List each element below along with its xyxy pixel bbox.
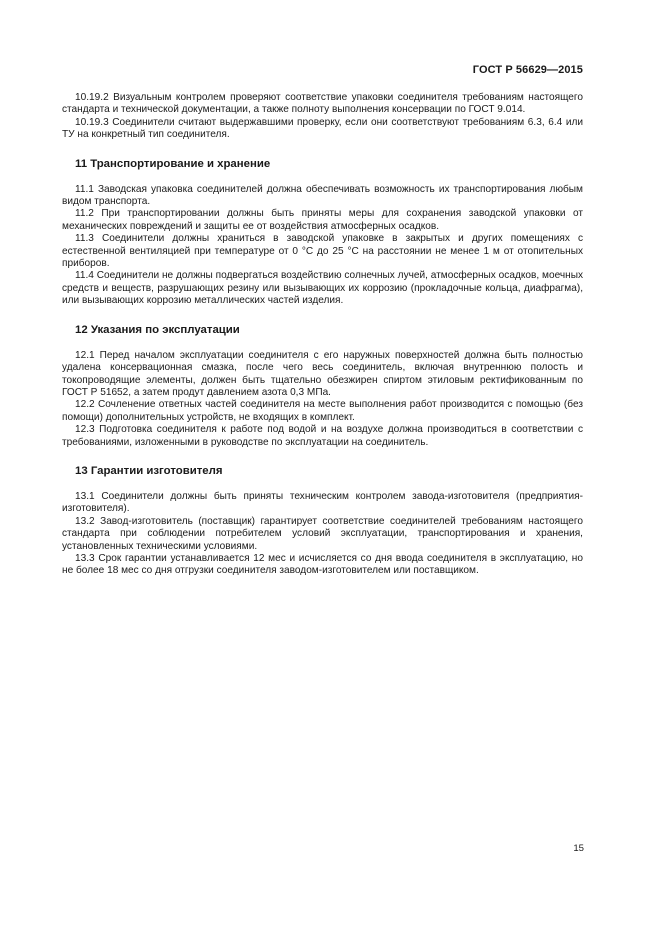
document-header: ГОСТ Р 56629—2015 <box>472 64 583 76</box>
paragraph-12-1: 12.1 Перед началом эксплуатации соединителя с его наружных поверхностей должна быть полностью удалена консервационная смазка, после чего весь соединитель, включая внутреннюю полость и токопроводящие элементы, должен быть тщательно обезжирен спиртом этиловым ректификованным по ГОСТ Р 51652, а затем продут давлением азота 0,3 МПа. <box>62 349 583 398</box>
paragraph-10-19-3: 10.19.3 Соединители считают выдержавшими проверку, если они соответствуют требованиям 6.3, 6.4 или ТУ на конкретный тип соединителя. <box>62 116 583 141</box>
section-12 <box>62 324 583 449</box>
paragraph-13-3: 13.3 Срок гарантии устанавливается 12 мес и исчисляется со дня ввода соединителя в эксплуатацию, но не более 18 мес со дня отгрузки соединителя заводом-изготовителем или поставщиком. <box>62 552 583 577</box>
paragraph-10-19-2: 10.19.2 Визуальным контролем проверяют соответствие упаковки соединителя требованиям настоящего стандарта и технической документации, а также полноту выполнения консервации по ГОСТ 9.014. <box>62 92 583 116</box>
paragraph-12-2: 12.2 Сочленение ответных частей соединителя на месте выполнения работ производится с помощью (без помощи) дополнительных устройств, не входящих в комплект. <box>62 399 583 423</box>
paragraph-13-1: 13.1 Соединители должны быть приняты техническим контролем завода-изготовителя (предприятия-изготовителя). <box>62 490 583 515</box>
section-title-11: 11 Транспортирование и хранение <box>75 157 271 170</box>
paragraph-11-2: 11.2 При транспортировании должны быть приняты меры для сохранения заводской упаковки от механических повреждений и защиты ее от воздействия атмосферных осадков. <box>62 208 583 232</box>
section-title-13: 13 Гарантии изготовителя <box>75 464 223 477</box>
page-body <box>62 92 583 578</box>
paragraph-13-2: 13.2 Завод-изготовитель (поставщик) гарантирует соответствие соединителей требованиям настоящего стандарта при соблюдении потребителем условий эксплуатации, транспортирования и хранения, установленных техническими условиями. <box>62 515 583 552</box>
page-number: 15 <box>573 843 584 854</box>
paragraph-11-4: 11.4 Соединители не должны подвергаться воздействию солнечных лучей, атмосферных осадков, моечных средств и веществ, разрушающих резину или вызывающих их коррозию (прокладочные кольца, диафрагма), или вызывающих коррозию металлических частей изделия. <box>62 270 583 307</box>
paragraph-11-3: 11.3 Соединители должны храниться в заводской упаковке в закрытых и других помещениях с естественной вентиляцией при температуре от 0 °С до 25 °С на расстоянии не менее 1 м от отопительных приборов. <box>62 233 583 270</box>
paragraph-11-1: 11.1 Заводская упаковка соединителей должна обеспечивать возможность их транспортирования любым видом транспорта. <box>62 183 583 208</box>
section-13 <box>62 465 583 578</box>
section-11 <box>62 158 583 308</box>
section-title-12: 12 Указания по эксплуатации <box>75 323 240 336</box>
paragraph-12-3: 12.3 Подготовка соединителя к работе под водой и на воздухе должна производиться в соответствии с требованиями, изложенными в руководстве по эксплуатации на соединитель. <box>62 424 583 448</box>
